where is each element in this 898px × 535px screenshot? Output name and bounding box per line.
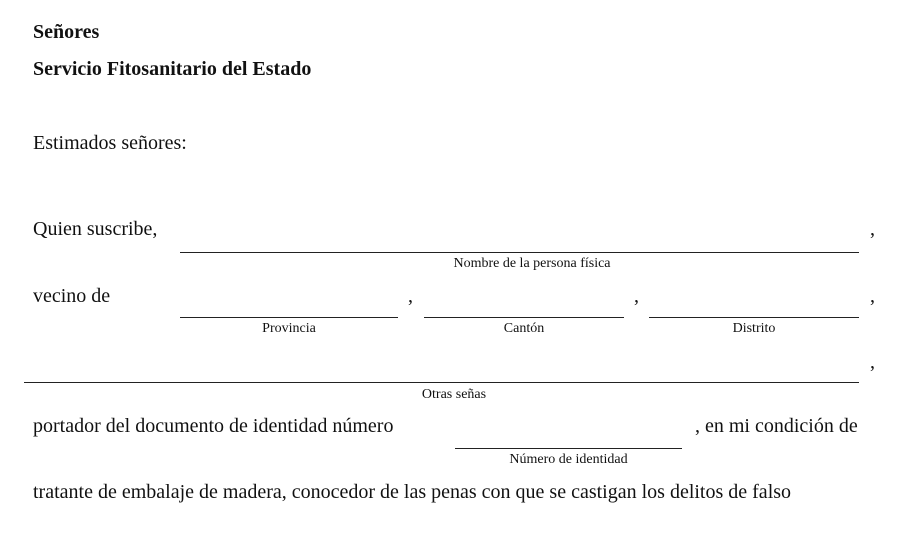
- comma: ,: [408, 285, 413, 307]
- addressee-line-1: Señores: [33, 21, 100, 43]
- quien-suscribe-label: Quien suscribe,: [33, 218, 158, 240]
- tratante-text: tratante de embalaje de madera, conocedor de las penas con que se castigan los delitos de falso: [33, 481, 792, 503]
- comma: ,: [634, 285, 639, 307]
- comma: ,: [870, 285, 875, 307]
- otras-senas-caption: Otras señas: [421, 387, 487, 402]
- distrito-field[interactable]: [649, 317, 859, 318]
- otras-senas-field[interactable]: [24, 382, 859, 383]
- condicion-text: , en mi condición de: [695, 415, 858, 437]
- provincia-caption: Provincia: [262, 321, 316, 336]
- canton-field[interactable]: [424, 317, 624, 318]
- comma: ,: [870, 351, 875, 373]
- nombre-field[interactable]: [180, 252, 859, 253]
- vecino-de-label: vecino de: [33, 285, 111, 307]
- addressee-line-2: Servicio Fitosanitario del Estado: [33, 58, 312, 80]
- distrito-caption: Distrito: [732, 321, 776, 336]
- greeting: Estimados señores:: [33, 132, 187, 154]
- numero-identidad-caption: Número de identidad: [509, 452, 628, 467]
- provincia-field[interactable]: [180, 317, 398, 318]
- numero-identidad-field[interactable]: [455, 448, 682, 449]
- portador-text: portador del documento de identidad número: [33, 415, 394, 437]
- nombre-caption: Nombre de la persona física: [453, 256, 611, 271]
- canton-caption: Cantón: [503, 321, 545, 336]
- comma: ,: [870, 218, 875, 240]
